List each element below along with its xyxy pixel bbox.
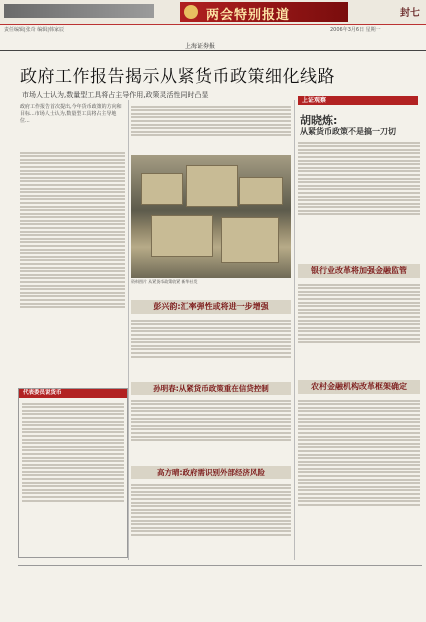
meta-bar [0,25,426,33]
band-4-body [298,398,420,558]
right-story [298,96,418,105]
footer-rule [18,565,422,566]
main-summary: 政府工作报告首次提出,今年货币政策的方向和目标...市场人士认为,数量型工具将占主导地位... [20,104,122,124]
body-column-2-top [131,104,291,152]
right-headline-1: 胡晓炼: [300,114,338,127]
band-5-body [131,482,291,562]
header-rule [0,50,426,51]
masthead-banner-text: 两会特别报道 [206,8,291,23]
photo-caption: 资料图片 从紧货币政策收紧 新华社发 [131,279,198,284]
right-body [298,140,420,250]
page-badge: 封七 [400,8,420,19]
band-2-title: 彭兴韵:汇率弹性或将进一步增强 [131,300,291,314]
issue-date: 2006年3月6日 星期一 [330,27,381,33]
column-rule [128,100,129,560]
main-subheadline: 市场人士认为,数量型工具将占主导作用,政策灵活性同时凸显 [22,91,209,99]
band-1-body [298,282,420,372]
band-1-title: 银行业改革将加强金融监管 [298,264,420,278]
right-headline-2: 从紧货币政策不是搞一刀切 [300,127,396,136]
masthead [0,0,426,25]
column-rule [294,100,295,560]
paper-name: 上海证券报 [185,43,216,50]
body-column-1 [20,150,125,380]
emblem-icon [184,5,198,19]
band-3-title: 孙明春:从紧货币政策重在信贷控制 [131,382,291,395]
section-label: 上证观察 [298,96,418,105]
band-2-body [131,318,291,376]
news-photo [131,155,291,278]
left-sidebar-box [18,388,128,558]
masthead-logo [4,4,154,18]
band-4-title: 农村金融机构改革框架确定 [298,380,420,394]
left-sidebar-body [19,398,127,554]
masthead-banner [180,2,348,22]
band-3-body [131,398,291,460]
left-sidebar-title: 代表委员说货币 [19,389,127,398]
main-headline: 政府工作报告揭示从紧货币政策细化线路 [20,67,335,87]
editor-credit: 责任编辑|张奇 编辑|韩家辰 [4,27,64,33]
band-5-title: 高方晴:政府需识别外部经济风险 [131,466,291,479]
